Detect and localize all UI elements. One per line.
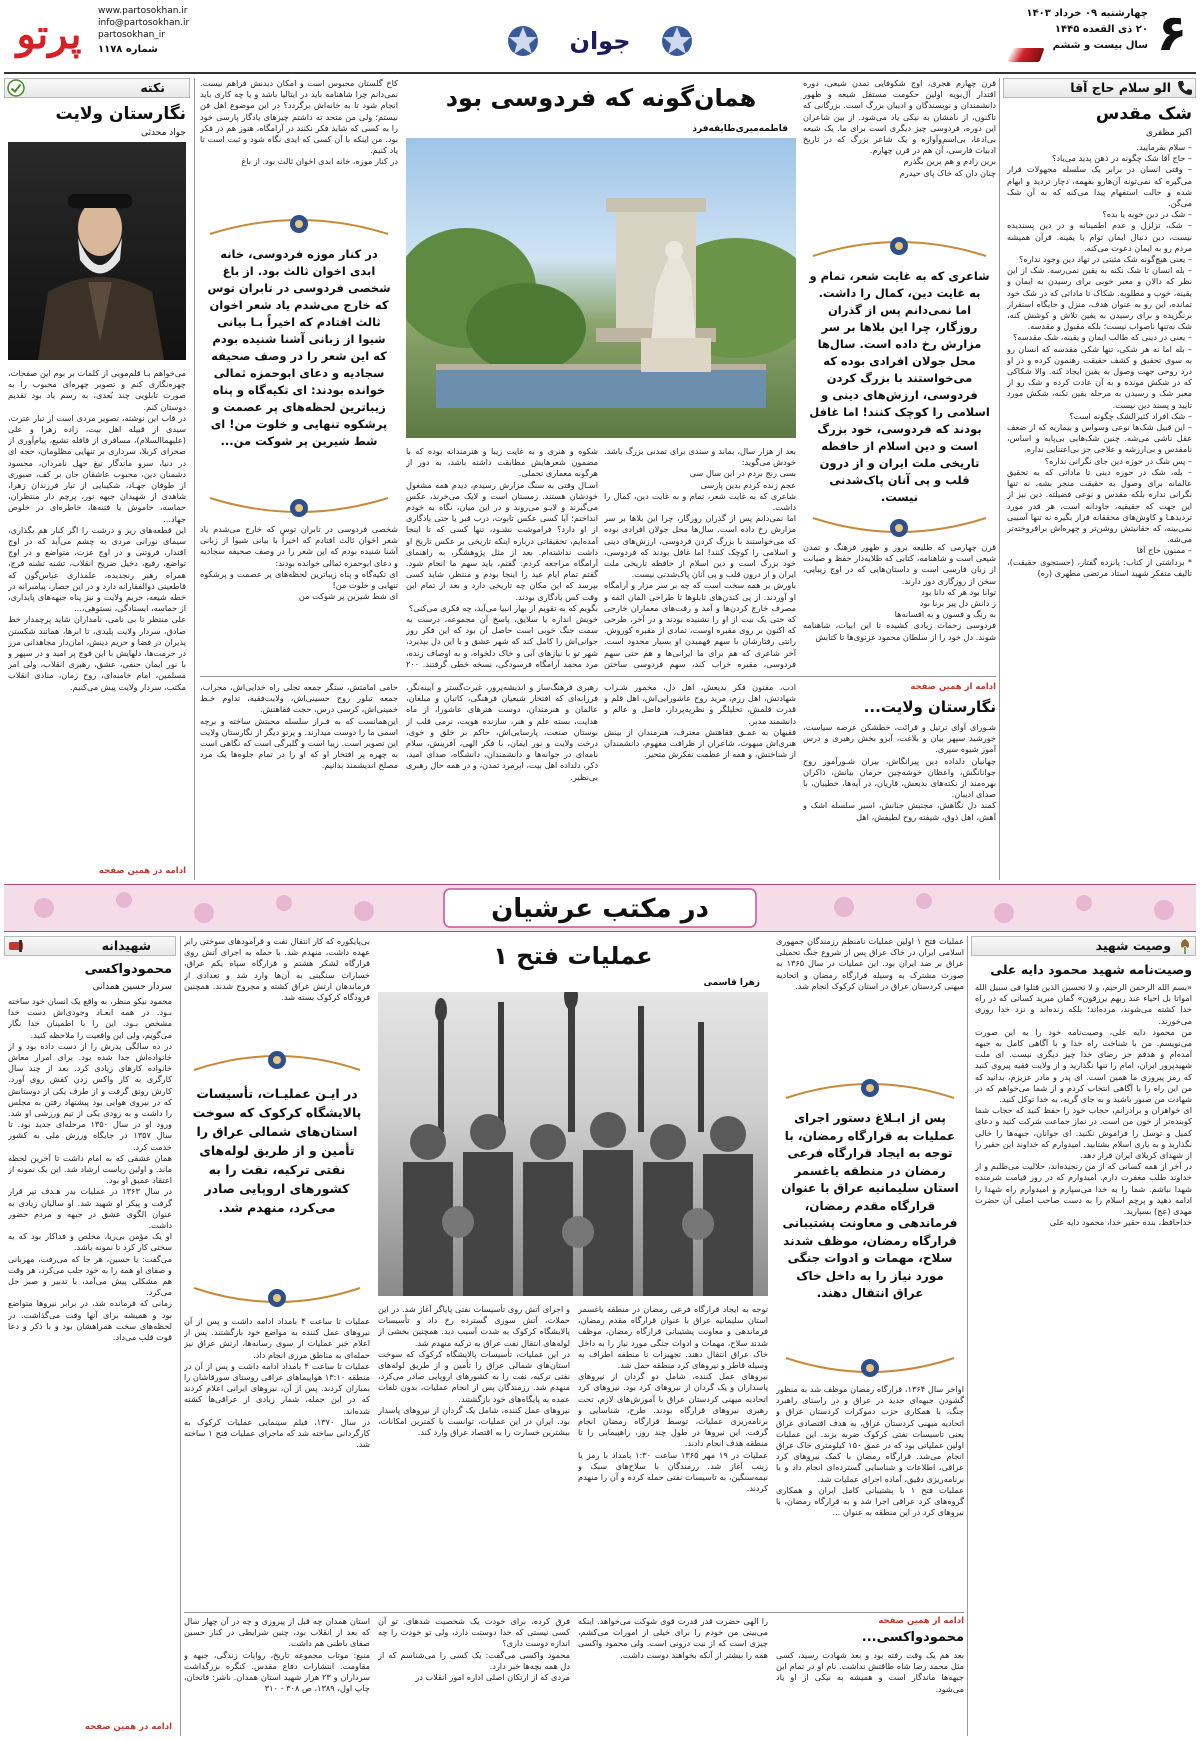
ferdowsi-article — [200, 78, 996, 880]
site-url[interactable]: www.partosokhan.ir — [98, 6, 188, 16]
star-ornament-right-icon — [660, 24, 694, 58]
article-author: اکبر مظفری — [1145, 128, 1192, 138]
section-title: جوان — [569, 27, 631, 55]
ornament-top-3 — [776, 1076, 964, 1106]
column-header-label: نکته — [140, 80, 165, 95]
column-header — [1003, 78, 1196, 98]
ferdowsi-tomb-photo — [406, 138, 796, 438]
column-header — [4, 78, 190, 98]
article-author: سردار حسین همدانی — [92, 982, 172, 992]
continuation-body: بعد هم یک وقت رفته بود و بعد شهادت رسید، کسی مثل محمد رضا شاه طاقتش نداشت. نام او در تمام این جبهه‌ها ماندگار است و همیشه به نیکی از او یاد می‌شود. — [776, 1650, 964, 1694]
email[interactable]: info@partosokhan.ir — [98, 18, 190, 28]
article-col-1: عملیات فتح ۱ اولین عملیات نامنظم رزمندگان جمهوری اسلامی ایران در خاک عراق پس از شروع جنگ تحمیلی عراق بر ضد ایران بود. این عملیات در سال ۱۳۶۵ به صورت مشترک به وسیله قرارگاه رمضان و اتحادیه میهنی کردستان عراق در استان کرکوک انجام شد. — [776, 936, 964, 991]
will-column — [971, 936, 1196, 1736]
right-column — [1003, 78, 1196, 880]
article-col-1b: قرن چهارمی که طلیعه بروز و ظهور فرهنگ و تمدن شیعی است و شاهنامه، کتابی که طلایه‌دار حفظ و صیانت از زبان فارسی است و داستان‌هایی که در اوج زیبایی، سخن از روزگاری دور دارند. توانا بود هر که دانا بود ز دانش دل پیر برنا بود به رنگ و فسون و به افسانه‌ها فردوسی زحمات زیادی کشیده تا این ابیات، شاهنامه شوند. دل خود را از سلطان محمود غزنوی‌ها تا کتابش — [803, 542, 996, 642]
year-label: سال بیست و ششم — [1052, 40, 1148, 51]
logo: پرتو — [16, 11, 82, 58]
article-col-3: و اجرای آتش روی تأسیسات نفتی پایاگر آغاز شد. در این حملات، آتش سوزی گسترده رخ داد و تأسیسات پالایشگاه کرکوک به شدت آسیب دید. همچنین بخشی از لوله‌های انتقال نفت عراق به ترکیه منهدم شد. در این عملیات، تأسیسات پالایشگاه کرکوک که سوخت استان‌های شمالی عراق را تأمین و از طریق لوله‌های نفتی ترکیه، نفت را به کشورهای اروپایی صادر می‌کرد، منهدم شد. رزمندگان پس از انجام عملیات، بدون تلفات عمده به پایگاه‌های خود بازگشتند. نیروهای عمل کننده، شامل یک گردان از نیروهای پاسدار بود. ایران در این عملیات، توانست با کمترین امکانات، بیشترین خسارت را به اقتصاد عراق وارد کند. — [378, 1304, 570, 1438]
masthead — [0, 0, 1200, 72]
section-banner-2 — [4, 884, 1196, 932]
ornament-bottom-4 — [184, 1280, 370, 1310]
pull-quote-3: پس از ابـلاغ دستور اجرای عملیات به قرارگاه رمضان، با توجه به ایجاد قرارگاه فرعی رمضان در منطقه یاغسمر استان سلیمانیه عراق با عنوان قرارگاه مقدم رمضان، فرماندهی و معاونت پشتیبانی قرارگاه رمضان، موظف شدند سلاح، مهمات و ادوات جنگی مورد نیاز را به داخل خاک عراق انتقال دهند. — [781, 1111, 959, 1300]
date-fa: چهارشنبه ۰۹ خرداد ۱۴۰۳ — [1026, 8, 1148, 19]
leader-portrait — [8, 142, 186, 360]
article-author: جواد محدثی — [141, 128, 186, 138]
continuation-sub[interactable]: ادامه از همین صفحه — [878, 1616, 964, 1626]
pull-quote-1: شاعری که به غایت شعر، تمام و به غایت دین، کمال را داشت. اما نمی‌دانم پس از گذران روزگار، چرا این بلاها بر سر مزارش رخ داده است. سال‌ها محل جولان افرادی بوده که می‌خواستند با بزرگ کردن فردوسی، ارزش‌های دینی و اسلامی را کوچک کنند! اما غافل بودند که فردوسی، خود بزرگ است و دین اسلام از حافظه تاریخی ملت ایران و از درون قلب و پی آنان پاک‌شدنی نیست. — [809, 269, 990, 504]
article-col-4b: عملیات تا ساعت ۴ بامداد ادامه داشت و پس از آن نیروهای عمل کننده به مواضع خود بازگشتند. پس از اعلام خبر عملیات از سوی رسانه‌ها، ارتش عراق نیز حمله‌ای به مناطق مرزی انجام داد. عملیات تا ساعت ۴ بامداد ادامه داشت و پس از آن در منطقه ۱۳:۱۰ هواپیماهای عراقی روستای سورقاشان را بمباران کردند. پس از آن، نیروهای ایرانی اعلام کردند که در این حمله، شمار زیادی از عراقی‌ها کشته شده‌اند. در سال ۱۳۷۰، فیلم سینمایی عملیات کرکوک به کارگردانی ساخته شد که ماجرای عملیات فتح ۱ ساخته شد. — [184, 1316, 370, 1450]
article-body: می‌خواهم بـا قلم‌مویی از کلمات بر بوم این صفحات، چهره‌نگاری کنم و تصویر چهره‌ای محبوب را به صورت تابلویی چند بُعدی، به رسم یاد بود تقدیم دوستان کنم. در قاب این نوشته، تصویر مردی است از تبار عترت، سیدی از قبیله اهل بیت، زاده زهرا و علی (علیهماالسلام)، مسافری از قافله تشیع، پیام‌آوری از صحرای کربلا، سرداری بر تنهایی مظلومان، حجه ای در دنیا، سرو ماندگار تیغ جهل نامردان، محسود دشمنان دین، محبوب عاشقان جان بر کف، صبوری از طوفان جهـاد، شکیبایی از تبار فرزندان زهرا، شاهدی از شهیدان جبهه نور، پرچم دار منتظران، حماسه، خاموش یا فتنه‌ها، خاطره‌ای در خلوص جهاد... این قطعه‌های ریز و درشت را اگر کنار هم بگذاری، سیمای نورانی مردی به چشم می‌آید که در اوج اقتدار، فروتنی و در اوج عزت، متواضع و در اوج تواضع، رفیع، دخیل ضریح انقلاب، تشنه تشنه فرج، همراه رهبر رنجدیده، علمداری عباس‌گون که قاطعیتی ذوالفقارانه دارد و در این حصار، پیامبرانه در خطه شیعه، حریم ولایت و نیز پناه جبهه‌های پایداری، از حماسه، ایستادگی، نستوهی،... علی منتظر تا بی نامی، نامداران شاید پرچمدار خط صادق، سردار ولایت پلیدی، تا ابرها، همانند شکستن پذیران در فضا و حریم دینش، امان‌دار مجاهدانی مرز در حرمت‌ها، دلهایش با این فوج پر امید و در سپهر و با نور ایمان حنفی، عشق، رهبری انقلاب، ولی امر مسلمین، امام خامنه‌ای، روح زمان، منادی انقلاب مکتب، سردار ولایت پیش می‌کنیم. — [8, 368, 186, 692]
article-title: نگارستان ولایت — [55, 104, 186, 124]
section-banner — [500, 22, 700, 62]
phone-icon — [1176, 79, 1194, 97]
continuation-title: نگارستان ولایت... — [863, 698, 996, 716]
article-author: فاطمه‌میری‌طایفه‌فرد — [692, 124, 788, 134]
bottom-col-1: استان همدان چه قبل از پیروزی و چه در آن چهار سال که بعد از انقلاب بود، چنین شرایطی در کنار حسین صفای باطنی هم داشت. منبع: موتاب مجموعه تاریخ، روایات زندگی، جبهه و مقاومت. انتشارات دفاع مقدس. کنگره بزرگداشت سرداران و ۲۳ هزار شهید استان همدان. ناشر: فاتحان، چاپ اول، ۱۳۸۹، ص ۳۰۸ - ۳۱۰ — [184, 1616, 370, 1694]
column-header-label: شهیدانه — [101, 938, 151, 953]
article-col-2: بعد از هزار سال، بماند و سندی برای تمدنی بزرگ باشد. خودش می‌گوید: بسی رنج بردم در این سال سی عجم زنده کردم بدین پارسی شاعری که به غایت شعر، تمام و به غایت دین، کمال را داشت. اما نمی‌دانم پس از گذران روزگار، چرا این بلاها بر سر مزارش رخ داده است. سال‌ها محل جولان افرادی بوده که می‌خواستند با بزرگ کردن فردوسی، ارزش‌های دینی و اسلامی را کوچک کنند! اما غافل بودند که فردوسی، خود بزرگ است و دین اسلام از حافظه تاریخی ملت ایران و از درون قلب و پی آنان پاک‌شدنی نیست. باورش بر همه سخت است که چه بر سر مزار و آرامگاه او آوردند. از پی کندن‌های تابلوها تا طراحی المان ائمه و مصرف خارج کردن‌ها و آمد و رفت‌های معماران خارجی که حتی یک بیت از او را نشنیده بودند و در آخر، طرحی که اکنون بر روی مقبره اوست، نمادی از مقبره کوروش. رانتی رفتارشان با سهم فهمیدن او بسیار محدود است. آخر شاعری که هم برای ما ایرانی‌ها و هم حتی سهم فردوسی، مقبره خراب کند، سهم فردوسی ساختن — [604, 446, 796, 669]
bullet-icon — [7, 937, 25, 955]
article-col-4: کاخ گلستان محبوس است و امکان دیدنش فراهم نیست. نمی‌دانم چرا شاهنامه باید در ایتالیا باشد و یا چه کاری باید انجام شود تا به خانه‌اش برگردد؟ در این موضوع اهل فن نیستم؛ ولی من متحد ته داشتم چیزهای یادگار پارسی خود را به کسی که شاید فکر نکنند در آرامگاه، هنوز هم در فکر بود. من اینکه با آن کسی که ایدی نگاه شود و ثبت است تا یاد کنیم. در کنار موزه، خانه ابدی اخوان ثالث بود. از باغ — [200, 78, 398, 167]
article-col-3: شکوه و هنری و به غایت زیبا و هنرمندانه بوده که با مضمون شعرهایش مطابقت داشته باشد، به دور از هرگونه معماری تجملی. اسـال وقتی به سنگ مزارش رسیدم، دیدم همه مشغول خودشان هستند. زمستان است و لایک می‌خرند، عکس می‌گیرند و لایـو می‌روند و در این میان، نگاه به خودم انداختم؛ آیا کسی عکس تابوت، درب قبر یا حتی یادگاری از او دارد؟ فراموشت نشـود، تنها کسی که تا اینجا آمده‌ایم، تحقیقاتی درباره اینکه تاریخی بر عکس تاریخ او داشت نداشته‌ام. بعد از مثل پژوهشگر، به راهنمای آرامگاه مراجعه کردم. گفتم، باید سهم ما انجام شود. گفتم تمام ایام عید را اینجا بودم و منتظر، شاید کسی بپرسد که این مکان چه تاریخی دارد و بعد از تمام این وقت کس یادگاری بودند. بگویم که به تقویم از بهار انبیا می‌آید، چه فکری می‌کنی؟ خویش اندازه یا سلایق، پاسخ آن مجموعه، درست به سمت جنگ خوبی است حاصل آن بود که این فکر روز جوانی‌اش را کامل کند که شهر عشق و با این دل بپذیرد، شهر تو با نیازهای آبی و خاک دلخواه، و به اوصاف زنده، مرد محمد آرامگاه فرسودگی، نسخه خطی گرفتند. ۲۰۰ — [406, 446, 598, 669]
red-brush-decoration — [1007, 48, 1044, 62]
ornament-top-2 — [200, 212, 398, 242]
continue-link[interactable]: ادامه در همین صفحه — [84, 1722, 172, 1732]
bottom-col-3: را الهی حضرت قدر قدرت قوی شوکت می‌خواهد. اینکه می‌بینی من خودم را برای خیلی از امورات می‌کشم، چیزی است که از نیت درونی است. ولی محمود واکسی همه را بیشتر از آنکه بخواهند دوست داشت. — [578, 1616, 768, 1660]
article-body: «بسم الله الرحمن الرحیم، و لا تحسبن الذین قتلوا فی سبیل الله امواتا بل احیاء عند ربهم یرزقون» گمان مبرید کسانی که در راه خدا کشته می‌شوند، مرده‌اند؛ بلکه زنده‌اند و نزد خدا روزی می‌خورند. من محمود دایه علی، وصیت‌نامه خود را به این صورت می‌نویسم. من با شناخت راه خدا و با آگاهی کامل به جبهه آمده‌ام و هدفم جز رضای خدا چیز دیگری نیست. ای ملت شهیدپرور ایران، امام را تنها نگذارید و از ولایت فقیه پیروی کنید که رمز پیروزی ما همین است. ای پدر و مادر عزیزم، بدانید که من این راه را با آگاهی انتخاب کردم و از شما می‌خواهم که در شهادت من صبور باشید و به جای گریه، به خدا توکل کنید. ای خواهران و برادرانم، حجاب خود را حفظ کنید که حجاب شما کوبنده‌تر از خون من است. در نماز جماعت شرکت کنید و دعای کمیل و توسل را فراموش نکنید. ای جوانان، جبهه‌ها را خالی نگذارید و به یاری اسلام بشتابید. امیدوارم که خداوند این حقیر را از شهدای کربلای ایران قرار دهد. در آخر از همه کسانی که از من رنجیده‌اند، حلالیت می‌طلبم و از خداوند طلب مغفرت دارم. امیدوارم که در روز قیامت شرمنده شهدا نباشم. شما را به خدا می‌سپارم و امیدوارم راه شهدا را ادامه دهید و پرچم اسلام را به دست صاحب اصلی آن حضرت مهدی (عج) بسپارید. خداحافظ، بنده حقیر خدا، محمود دایه علی — [975, 982, 1192, 1228]
pull-quote-2: در کنار موزه فردوسی، خانه ابدی اخوان ثالث بود. از باغ شخصی فردوسی در تابران توس که خارج می‌شدم یاد شعر اخوان ثالث افتادم که اخیراً بـا بیانی شیوا از زبانی آشنا شنیده بودم که این شعر را در وصف صحیفه سجادیه و دعای ابوحمزه ثمالی خوانده بودند: ای تکیه‌گاه و پناه زیباترین لحظه‌های پر عصمت و پرشکوه تنهایی و خلوت من! ای شط شیرین پر شوکت من... — [207, 247, 391, 448]
article-title: عملیات فتح ۱ — [493, 942, 653, 970]
continuation-box — [803, 682, 996, 878]
continuation-col-2: رهبری فرهنگ‌ساز و اندیشه‌پرور، غیرت‌گستر و آیینه‌نگر، فرزانه‌ای که افتخار شیعیان فرهنگی، کاتبان و مبلغان، عالمان و هنرمندان، دوست هنرهای عاشورا، از ماه هدایت، بسته علم و هنر، سازنده هویت، نرمی قلب از بوستان صنعت، پارسایی‌اش، حاکم بر خلق و خوی، درخت ولایت و نور ایمان، با فکر الهی، آفرینش، سلام نامه‌ای در جوانه‌ها و دانشمندان، دانشگاه، صدای امید، ذکر، دلداده اهل بیت، ابرمرد تمدن، و در همه حال رهبری بی‌نظیر. — [406, 682, 598, 782]
continuation-sub[interactable]: ادامه از همین صفحه — [910, 682, 996, 692]
tulip-icon — [1176, 937, 1194, 955]
article-title: محمودواکسی — [84, 962, 172, 977]
continuation-col-3: ادب، مفتون فکر بدیعش، اهل دل، مخمور شـراب شهادتش، اهل رزم، مرید روح عاشورایی‌اش، اهل قلم و قدرت قلمش، تحلیلگر و نظریه‌پرداز، فاضل و عالم و دانشمند مدبر. فقیهان به عمـق فقاهتش معترف، هنرمندان از بینش هنری‌اش مبهوت، شاعران از ظرافت مفهوم، دانشمندان از شناختش، و همه از عظمت تفکرش متحیر. — [604, 682, 796, 760]
star-ornament-left-icon — [506, 24, 540, 58]
pull-quote-4: در ایـن عملیـات، تأسیسات پالایشگاه کرکوک که سوخت استان‌های شمالی عراق را تأمین و از طریق لوله‌های نفتی ترکیه، نفت را به کشورهای اروپایی صادر می‌کرد، منهدم شد. — [192, 1086, 362, 1215]
article-body: محمود نیکو منظر، به واقع یک انسان خود ساخته بـود. در همه ابعـاد وجودی‌اش دست خدا مشخص بـود. این را با اطمینان خدا نگار می‌گویم، ولی این واقعیت را ملاحظه کنید. در ده سالگی پدرش را از دست داده بود و از خانواده‌اش جدا شده بود. برای امرار معاش خانواده کارهای زیادی کرد. بعد از چند سال کارگری به کار واکس زدن کفش روی آورد. کارش رونق گرفت و از طرف یکی از دوستانش که در نیروی هوایی بود پیشنهاد رفتن به مجلس را داشت و به زودی یکی از تیم ورزشی او شد. ورود او در سال ۱۳۵۰ مرحله‌ای جدید بود. تا سال ۱۳۵۷ در جایگاه ورزش ملی به کشور خدمت کرد. همان عشقی که به امام داشت تا آخرین لحظه ماند. و اولین ریاست ارشاد شد. این یک نمونه از اعتقاد عمیق او بود. در سال ۱۳۶۳ در عملیات بدر هـدف تیر قرار گرفت و پیکر او شهید شد. او سالیان زیادی به عنوان الگوی عشق در جبهه و مردم حضور داشت. او یک مؤمن بی‌ریا، مخلص و فداکار بود که به سختی کار کرد تا نمونه باشد. می‌گفت: یا حسین، هر جا که می‌رفت، مهربانی و صفای او همه را به خود جلب می‌کرد، هر وقت هم مشکلی پیش می‌آمد، با تدبیر و صبر حل می‌کرد. زمانی که فرمانده شد، در برابر نیروها متواضع بود و همیشه برای آنها وقت می‌گذاشت. در لحظه‌های سخت همراهشان بود و با ذکر و دعا قوت قلب می‌داد. — [8, 996, 172, 1343]
page-number: ۶ — [1156, 4, 1188, 62]
continuation-col-1: حامی امامتش، سنگر جمعه تجلی راه خدایی‌اش، محراب، جمعه تبلور روح حسینی‌اش، ولایت‌فقیه، تداوم خـط خمینی‌اش، کرسی درس، حجت فقاهتش. این‌همانست که به فـراز سلسله محبتش ساخته و برچه اسمی ما را دوست میدارند. و پرتو دیگر از نگارستان ولایت این تصویر است. زیبا است و گلبرگی است که نگاهی است به چهره پر افتخار او که او را در تمام جلوه‌ها یک مرد مصلح اندیشمند بدانیم. — [200, 682, 398, 771]
article-title: وصیت‌نامه شهید محمود دایه علی — [990, 962, 1192, 977]
ornament-bottom-2 — [200, 490, 398, 520]
article-col-4: بی‌پایکوره که کار انتقال نفت و قرآمودهای سوختی رابر عهده داشت، منهدم شد. با حمله به اجرای آتش روی قرارگاه لشکر هشتم و قرارگاه سپاه یکم عراق، خسارات سنگینی به آن‌ها وارد شد و تعدادی از فرماندهان ارتش عراق کشته و مجروح شدند. همچنین فرودگاه کرکوک بسته شد. — [184, 936, 370, 1003]
fath-article — [184, 936, 964, 1736]
ornament-bottom-1 — [803, 510, 996, 540]
continue-link[interactable]: ادامه در همین صفحه — [98, 866, 186, 876]
continuation-box-2 — [776, 1616, 964, 1734]
column-header — [971, 936, 1196, 956]
ornament-top-1 — [803, 234, 996, 264]
article-col-2: توجه به ایجاد قرارگاه فرعی رمضان در منطقه یاغسمر استان سلیمانیه عراق با عنوان قرارگاه مقدم رمضان، فرماندهی و معاونت پشتیبانی قرارگاه رمضان، موظف شدند سلاح، مهمات و ادوات جنگی مورد نیاز را به داخل خاک عراق انتقال دهند. تجهیزات تا منطقه اطراف به وسیله قاطر و نیروهای کرد منطقه حمل شد. نیروهای عمل کننده، شامل دو گردان از نیروهای پاسداران و یک گردان از نیروهای کرد بود. نیروهای کرد اتحادیه میهنی کردستان عراق با آموزش‌های لازم، تحت رهبری نیروهای قرارگاه بودند. طرح، شناسایی و برنامه‌ریزی عملیات، توسط قرارگاه رمضان انجام گرفت. این نیروها در طول چند روز، راهپیمایی را تا منطقه هدف انجام دادند. عملیات در ۱۹ مهر ۱۳۶۵ ساعت ۱:۳۰ بامداد با رمز یا زینب آغاز شد. رزمندگان با سلاح‌های سبک و نیمه‌سنگین، به تاسیسات نفتی حمله کرده و آن را منهدم کردند. — [578, 1304, 768, 1494]
bottom-col-2: فرق کرده، برای خودت یک شخصیت شدهای. تو آن کسی نیستی که خدا دوستت دارد، ولی تو خودت را چه اندازه دوست داری؟ محمود واکسی می‌گفت: یک کسی را می‌شناسم که از دل همه بچه‌ها خبر دارد. مردی که از ارتکان اصلی اداره امور انقلاب در — [378, 1616, 570, 1683]
checkmark-icon — [7, 79, 25, 97]
article-title: همان‌گونه که فردوسی بود — [445, 84, 757, 112]
article-body: – سلام بفرمایید. – حاج آقا شک چگونه در ذهن پدید می‌یاد؟ – وقتی انسان در برابر یک سلسله مجهولات قرار می‌گیره که نمی‌تونه آن‌هارو بفهمه، دچار تردید و ابهام شده و حالت استفهام پیدا می‌کنه که به آن شک می‌گن. – شک در دین خوبه یا بده؟ – شک، تزلزل و عدم اطمینانه و در دین پسندیده نیست، دین دنبال ایمان توام با یقینه. قرآن همیشه مردم رو به ایمان دعوت می‌کنه. – یعنی هیچ‌گونه شک مثبتی در تهاد دین وجود نداره؟ – بله انسان تا شک نکنه به یقین نمی‌رسه. شک از این نظر که دالان و معبر خوبی برای رسیدن به ایمان و یقینه، خوب و مطلوبه. شکاک تا ماداتی که در شک خود تمانده، این رو به عنوان هدف، منزل و جایگاه استقرار برنگزیده و برای رسیدن به یقین تلاش و کوشش کنه، شک نه‌تنها ناصواب نیست؛ بلکه مقبول و مقدسه. – یعنی در دینی که طالب ایمان و یقینه، شک مقدسه؟ – بله اما نه هر شکی، تنها شکی مقدسه که انسان رو به سوی تحقیق و کشف حقیقت رهنمون کرده و در او درد روحی جهت وصول به یقین ایجاد کنه. والا شکاکی که در شکش مونده و به آن عادت کرده و شک رو از معبر شک و رسیدن به مرحله یقین تکنه، شکش مورد تایید و پسند دین نیست. – شک افراد کثیرالشک چگونه است؟ – این قبیل شک‌ها نوعی وسواس و بیماریه که از ضعف عقل ناشی می‌شه. چنین شک‌هایی بی‌پایه و اساس، نامقدس و بی‌ارزشه و علاجی جز بی‌اعتنایی نداره. – پس شک در حوزه دین جای نگرانی نداره؟ – بله، شک در حوزه دینی تا ماداتی که به تحقیق عالمانه برای وصول به حقیقت منجر بشه، نه تنها نگرانی نداره بلکه مقدس و نوعی فضیلته. دین نیز از این جهت که حقیقیه، جاودانه است، هر قدر مورد تردیدهـا و کاوش‌های محققانه قرار بگیره نه تنها آسیبی نمی‌بینه، که حقانیتش روشن‌تر و چهره‌اش برافروخته‌تر می‌شه. – ممنون حاج آقا * برداشتی از کتاب: پانزده گفتار، (جستجوی حقیقت)، تالیف متفکر شهید استاد مرتضی مطهری (ره) — [1007, 142, 1192, 578]
continuation-title: محمودواکسی... — [861, 1630, 964, 1645]
issue-number: شماره ۱۱۷۸ — [98, 44, 158, 55]
ornament-bottom-3 — [776, 1350, 964, 1380]
article-title: شک مقدس — [1095, 104, 1192, 124]
banner-title: در مکتب عرشیان — [491, 894, 709, 924]
column-header-label: الو سلام حاج آقا — [1070, 80, 1171, 95]
soldiers-photo — [378, 992, 768, 1296]
article-col-1b: اواخر سال ۱۳۶۴، قرارگاه رمضان موظف شد به منظور گشودن جبهه‌ای جدید در عراق و در راستای راهبرد جنگ، با همکاری حزب دموکرات کردستان عراق و اتحادیه میهنی کردستان عراق، به هدف اقتصادی عراق یعنی تاسیسات نفتی کرکوک ضربه بزند. این عملیات اولین عملیاتی بود که در عمق ۱۵۰ کیلومتری خاک عراق انجام می‌شد. قرارگاه رمضان با کمک نیروهای کرد عراقی، اطلاعات و شناسایی گسترده‌ای انجام داد و با برنامه‌ریزی دقیق، آماده اجرای عملیات شد. عملیات فتح ۱ با پشتیبانی کامل ایران و همکاری گروه‌های کرد عراقی اجرا شد و به قرارگاه رمضان، با نیروهای کرد در این منطقه به عنوان ... — [776, 1384, 964, 1518]
date-ar: ۲۰ ذی القعده ۱۴۴۵ — [1054, 24, 1148, 35]
article-col-1: قرن چهارم هجری، اوج شکوفایی تمدن شیعی، دوره اقتدار آل‌بویه اولین حکومت مستقل شیعه و ظهور دانشمندان و نویسندگان و ادیبان بزرگ است. بزرگانی که تاکنون، از نامشان به نیکی یاد می‌شود. از بین شاعران این دوره، فردوسی چیز دیگری است برای ما. یک شیعه بی‌ادعا، بی‌اسم‌وآوازه و یک شاعر بزرگ که در تاریخ ادبیات فارسی، آن هم در قرن چهارم. برین زادم و هم برین بگذرم چنان دان که خاک پای حیدرم — [803, 78, 996, 178]
ornament-top-4 — [184, 1048, 370, 1078]
social-handle[interactable]: partosokhan_ir — [98, 30, 165, 40]
column-header — [4, 936, 176, 956]
continuation-body: شـورای آوای ترتیل و قرائت، خطشکن عرصه سیاست، خورشید سپهر بیان و بلاغت، آبرو بخش رهبری و درس آموز شیوه سپری. جهانیان دلداده دین پیرانگاش، بیران شـورآموز روح جوانانگش، واعظان خوشه‌چین حرمان بیانش، ذاکران بهره‌مند از نکته‌های بدیعش، قاریان، در آیه‌ها، خطیبان، با صدای ادیبان. کمند دل نگاهش، مجنبش جنانش، اسیر سلسله اشک و آهش، اهل ذوق، شیفته روح لطیفش، اهل — [803, 722, 996, 822]
martyr-column — [4, 936, 176, 1736]
article-col-4b: شخصی فردوسی در تابران توس که خارج می‌شدم یاد شعر اخوان ثالث افتادم که اخیراً با بیانی شیوا از زبانی آشنا شنیده بودم که این شعر را در وصف صحیفه سجادیه و دعای ابوحمزه ثمالی خوانده بودند: ای تکیه‌گاه و پناه زیباترین لحظه‌های پر عصمت و پرشکوه تنهایی و خلوت من! ای شط شیرین پر شوکت من — [200, 524, 398, 602]
article-author: زهرا قاسمی — [703, 978, 760, 988]
column-header-label: وصیت شهید — [1095, 938, 1171, 953]
left-column — [4, 78, 190, 880]
